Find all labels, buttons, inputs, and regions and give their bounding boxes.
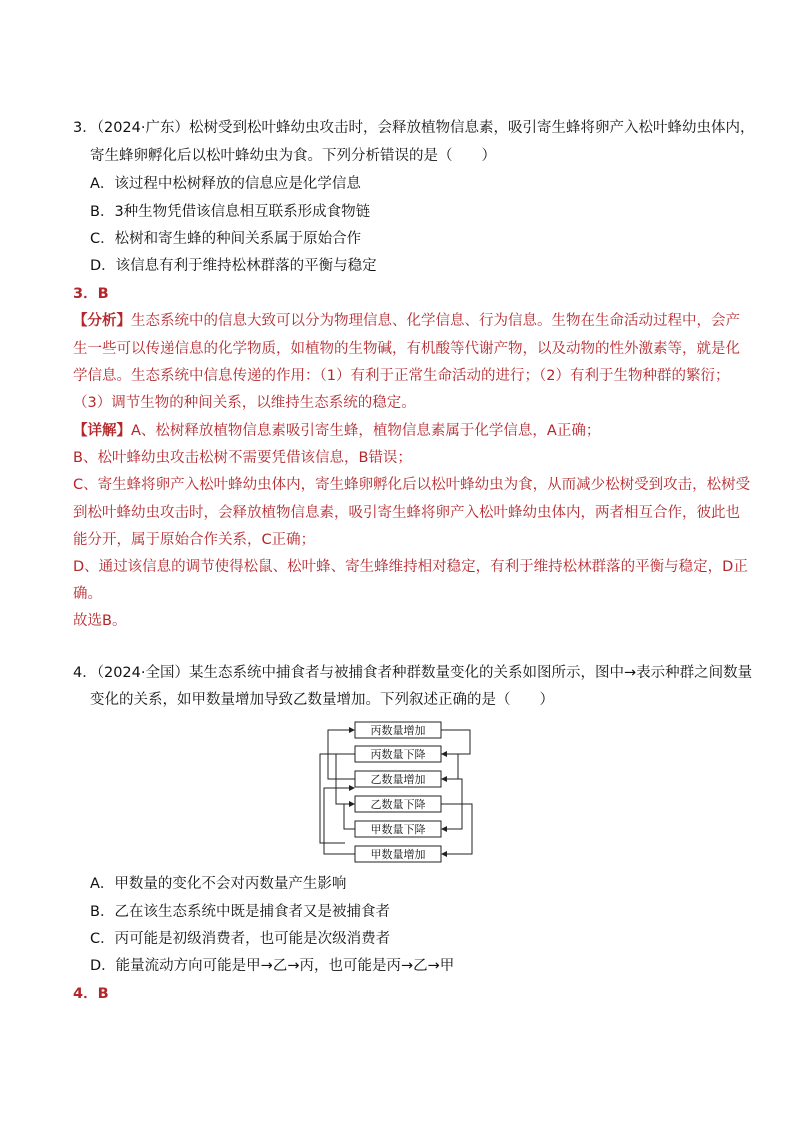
population-relationship-diagram — [310, 716, 480, 868]
box-label-2: 丙数量下降 — [370, 748, 426, 761]
q4-stem-line-2: 变化的关系，如甲数量增加导致乙数量增加。下列叙述正确的是（ ） — [90, 692, 554, 708]
q3-option-d: D．该信息有利于维持松林群落的平衡与稳定 — [90, 258, 377, 274]
box-label-5: 甲数量下降 — [370, 823, 426, 836]
q3-analysis-line-2: 生一些可以传递信息的化学物质，如植物的生物碱，有机酸等代谢产物，以及动物的性外激素等，就是化 — [73, 341, 740, 357]
box-label-6: 甲数量增加 — [370, 848, 426, 861]
q3-detail-line-6: D、通过该信息的调节使得松鼠、松叶蜂、寄生蜂维持相对稳定，有利于维持松林群落的平衡与稳定，D正 — [73, 559, 748, 575]
analysis-tag: 【分析】 — [73, 313, 131, 329]
q4-stem-line-1: 4．（2024·全国）某生态系统中捕食者与被捕食者种群数量变化的关系如图所示，图中→表示种群之间数量 — [73, 665, 753, 681]
detail-tag: 【详解】 — [73, 423, 131, 439]
q4-option-b: B．乙在该生态系统中既是捕食者又是被捕食者 — [90, 904, 390, 920]
arrow-bing-up-to-bing-down — [441, 730, 470, 754]
q3-analysis-line-4: （3）调节生物的种间关系，以维持生态系统的稳定。 — [73, 395, 416, 411]
box-label-4: 乙数量下降 — [370, 798, 426, 811]
box-label-1: 丙数量增加 — [370, 724, 426, 737]
q3-detail-line-8: 故选B。 — [73, 613, 127, 629]
q3-detail-line-3: C、寄生蜂将卵产入松叶蜂幼虫体内，寄生蜂卵孵化后以松叶蜂幼虫为食，从而减少松树受到攻击，松树受 — [73, 477, 751, 493]
q4-option-a: A．甲数量的变化不会对丙数量产生影响 — [90, 876, 347, 892]
q3-option-b: B．3种生物凭借该信息相互联系形成食物链 — [90, 204, 371, 220]
q3-option-a: A．该过程中松树释放的信息应是化学信息 — [90, 176, 361, 192]
q3-option-c: C．松树和寄生蜂的种间关系属于原始合作 — [90, 231, 362, 247]
q3-analysis-line-3: 学信息。生态系统中信息传递的作用：（1）有利于正常生命活动的进行；（2）有利于生物种群的繁衍； — [73, 368, 730, 384]
q3-stem-line-2: 寄生蜂卵孵化后以松叶蜂幼虫为食。下列分析错误的是（ ） — [90, 148, 496, 164]
q3-detail-line-4: 到松叶蜂幼虫攻击时，会释放植物信息素，吸引寄生蜂将卵产入松叶蜂幼虫体内，两者相互合作，彼此也 — [73, 505, 740, 521]
q3-detail-line-5: 能分开，属于原始合作关系，C正确； — [73, 532, 316, 548]
q3-analysis-line-1 — [73, 311, 740, 331]
arrow-jia-down-to-yi-down — [344, 804, 355, 829]
q4-option-d: D．能量流动方向可能是甲→乙→丙，也可能是丙→乙→甲 — [90, 958, 455, 974]
q3-detail-line-7: 确。 — [73, 586, 102, 602]
q3-stem-line-1: 3．（2024·广东）松树受到松叶蜂幼虫攻击时，会释放植物信息素，吸引寄生蜂将卵产入松叶蜂幼虫体内， — [73, 120, 755, 136]
q3-detail-line-2: B、松叶蜂幼虫攻击松树不需要凭借该信息，B错误； — [73, 450, 412, 466]
arrow-bing-down-to-yi-up — [441, 754, 458, 779]
q4-answer: 4．B — [73, 986, 109, 1002]
q3-answer: 3．B — [73, 286, 109, 302]
analysis-text: 生态系统中的信息大致可以分为物理信息、化学信息、行为信息。生物在生命活动过程中，会产 — [131, 313, 740, 329]
arrow-jia-up-to-yi-up — [324, 788, 355, 854]
q4-option-c: C．丙可能是初级消费者，也可能是次级消费者 — [90, 931, 391, 947]
detail-text: A、松树释放植物信息素吸引寄生蜂，植物信息素属于化学信息，A正确； — [131, 423, 601, 439]
box-label-3: 乙数量增加 — [370, 773, 426, 786]
q3-detail-line-1 — [73, 421, 600, 441]
arrow-bing-down-to-yi-down — [320, 754, 355, 843]
